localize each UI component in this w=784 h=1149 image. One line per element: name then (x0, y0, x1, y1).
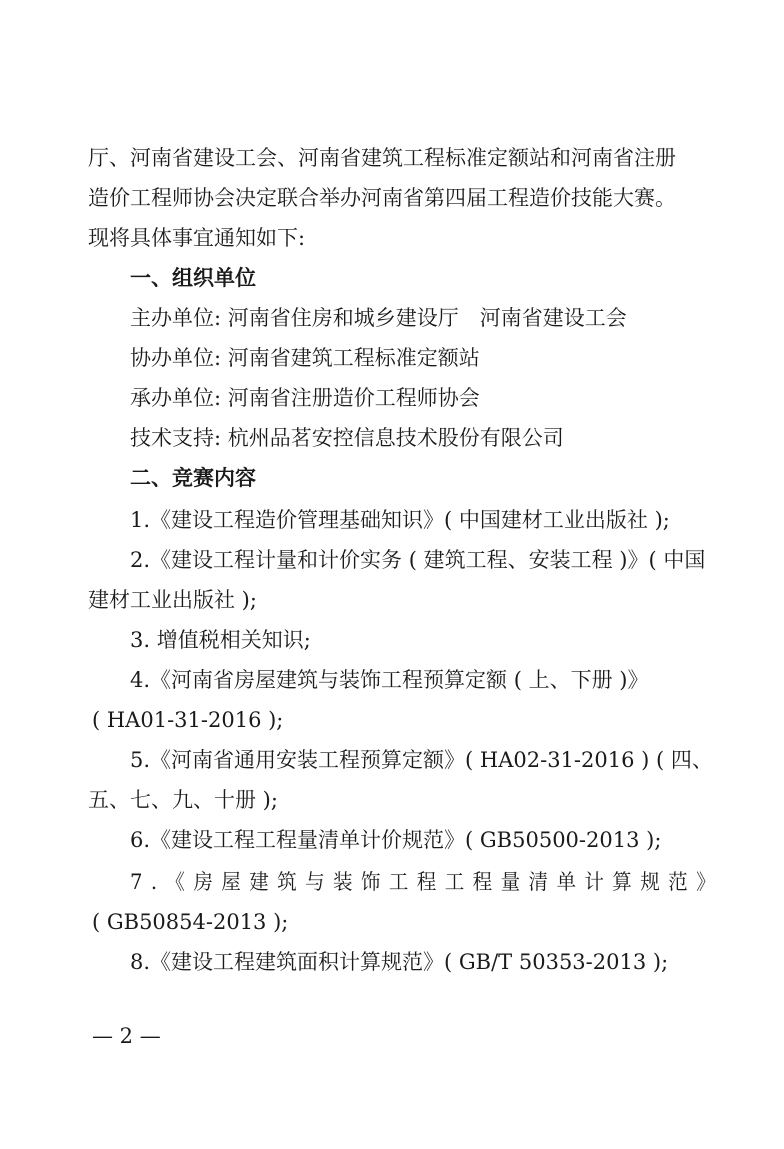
content-item-2-line-2: 建材工业出版社 ); (88, 588, 257, 612)
content-item-7-line-1: 7.《房屋建筑与装饰工程工程量清单计算规范》 (130, 870, 725, 894)
tech-support-unit: 技术支持: 杭州品茗安控信息技术股份有限公司 (130, 426, 564, 450)
content-item-4-line-1: 4.《河南省房屋建筑与装饰工程预算定额 ( 上、下册 )》 (130, 668, 649, 692)
content-item-6: 6.《建设工程工程量清单计价规范》( GB50500-2013 ); (130, 828, 662, 852)
content-item-5-line-2: 五、七、九、十册 ); (88, 788, 278, 812)
intro-line-3: 现将具体事宜通知如下: (88, 226, 306, 250)
intro-line-1: 厅、河南省建设工会、河南省建筑工程标准定额站和河南省注册 (88, 146, 676, 170)
host-unit: 主办单位: 河南省住房和城乡建设厅 河南省建设工会 (130, 306, 627, 330)
content-item-8: 8.《建设工程建筑面积计算规范》( GB/T 50353-2013 ); (130, 950, 669, 974)
organizer-unit: 承办单位: 河南省注册造价工程师协会 (130, 386, 480, 410)
content-item-4-line-2: ( HA01-31-2016 ); (92, 708, 284, 732)
intro-line-2: 造价工程师协会决定联合举办河南省第四届工程造价技能大赛。 (88, 186, 676, 210)
content-item-5-line-1: 5.《河南省通用安装工程预算定额》( HA02-31-2016 ) ( 四、 (130, 748, 713, 772)
section-heading-content: 二、竞赛内容 (130, 466, 256, 490)
page-number: — 2 — (92, 1024, 161, 1048)
section-heading-organizers: 一、组织单位 (130, 266, 256, 290)
co-host-unit: 协办单位: 河南省建筑工程标准定额站 (130, 346, 480, 370)
content-item-3: 3. 增值税相关知识; (130, 628, 311, 652)
content-item-7-line-2: ( GB50854-2013 ); (92, 910, 289, 934)
content-item-1: 1.《建设工程造价管理基础知识》( 中国建材工业出版社 ); (130, 508, 670, 532)
content-item-2-line-1: 2.《建设工程计量和计价实务 ( 建筑工程、安装工程 )》( 中国 (130, 548, 706, 572)
